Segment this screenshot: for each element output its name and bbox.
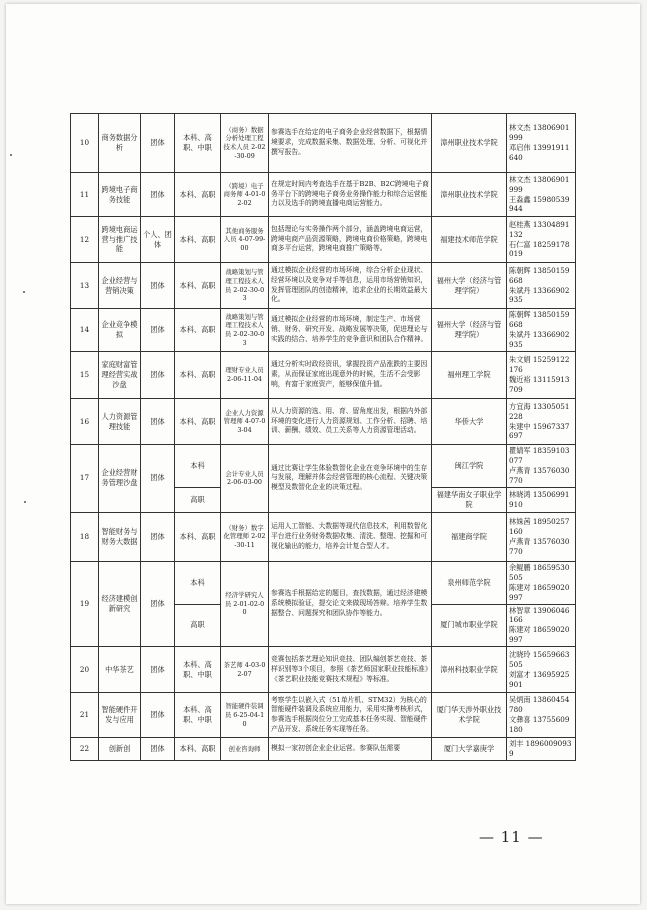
competition-level: 本科、高职、中职 — [175, 693, 221, 738]
row-number: 14 — [71, 309, 99, 352]
table-row — [71, 114, 576, 173]
host-unit: 福州理工学院 — [432, 352, 507, 399]
table-row — [71, 512, 576, 561]
contact-cell — [507, 693, 576, 738]
competition-content: 运用人工智能、大数据等现代信息技术，利用数智化平台进行业务财务数据收集、清洗、整理、挖掘和可视化输出的能力，培养会计复合型人才。 — [269, 512, 432, 561]
occupation-code: 企业人力资源管理师 4-07-03-04 — [221, 399, 269, 445]
contact-person: 卢燕青 13576030770 — [509, 536, 570, 556]
competition-content: 模拟一家初创企业企业运营。参赛队伍需要 — [269, 738, 432, 761]
competition-table — [70, 113, 576, 761]
table-row — [71, 693, 576, 738]
competition-content: 通过模拟企业经营的市场环境，制定生产、市场营销、财务、研究开发、战略发展等决策，促进理论与实践的结合、培养学生的竞争意识和团队合作精神。 — [269, 309, 432, 352]
competition-content: 通过模拟企业经营的市场环境，综合分析企业现状、经营环境以及竞争对手等信息，运用市场营销知识，发挥管理团队的创造精神，追求企业的长期效益最大化。 — [269, 263, 432, 309]
competition-content: 参赛选手在给定的电子商务企业经营数据下，根据情境要求，完成数据采集、数据处理、分析、可视化并撰写报告。 — [269, 114, 432, 173]
competition-content: 包括理论与实务操作两个部分，涵盖跨境电商运营，跨境电商产品资源策略，跨境电商价格策略，跨境电商多平台运营，跨境电商推广策略等。 — [269, 217, 432, 263]
competition-form: 团体 — [141, 738, 175, 761]
host-unit: 福建技术师范学院 — [432, 217, 507, 263]
host-unit: 华侨大学 — [432, 399, 507, 445]
table-row — [71, 561, 576, 604]
contact-person: 陈朝辉 13850159668 — [509, 265, 570, 285]
competition-name: 人力资源管理技能 — [99, 399, 141, 445]
table-row — [71, 445, 576, 488]
contact-person: 林文杰 13806901999 — [509, 174, 570, 194]
contact-person: 陈建对 18659020997 — [509, 625, 570, 645]
contact-cell — [507, 604, 576, 647]
competition-form: 团体 — [141, 309, 175, 352]
contact-person: 林晓鸿 13506991910 — [509, 489, 570, 509]
competition-level: 本科、高职、中职 — [175, 647, 221, 693]
competition-level: 高职 — [175, 487, 221, 512]
competition-level: 本科、高职 — [175, 512, 221, 561]
competition-level: 本科、高职 — [175, 738, 221, 761]
host-unit: 漳州职业技术学院 — [432, 114, 507, 173]
host-unit: 福建华南女子职业学院 — [432, 487, 507, 512]
competition-level: 本科 — [175, 561, 221, 604]
host-unit: 厦门华天涉外职业技术学院 — [432, 693, 507, 738]
competition-level: 本科 — [175, 445, 221, 488]
contact-cell — [507, 114, 576, 173]
contact-person: 刘丰 18960090939 — [509, 739, 572, 759]
competition-name: 智能财务与财务大数据 — [99, 512, 141, 561]
competition-content: 从人力资源的选、用、育、留角度出发，根据内外部环境的变化进行人力资源规划、工作分析、招聘、培训、薪酬、绩效、员工关系等人力资源管理活动。 — [269, 399, 432, 445]
competition-name: 中华茶艺 — [99, 647, 141, 693]
scan-speck — [23, 291, 25, 293]
row-number: 12 — [71, 217, 99, 263]
competition-name: 智能硬件开发与应用 — [99, 693, 141, 738]
competition-form: 团体 — [141, 263, 175, 309]
occupation-code: 理财专业人员 2-06-11-04 — [221, 352, 269, 399]
competition-name: 跨境电商运营与推广技能 — [99, 217, 141, 263]
competition-form: 团体 — [141, 352, 175, 399]
page-number: — 11 — — [479, 828, 544, 846]
table-row — [71, 309, 576, 352]
competition-level: 本科、高职 — [175, 399, 221, 445]
row-number: 20 — [71, 647, 99, 693]
competition-content: 参赛选手根据给定的题目，查找数据，通过经济建模系统模拟验证，提交论文来做现场答辩。培养学生数据整合、问题探究和团队协作等能力。 — [269, 561, 432, 647]
competition-content: 在规定时间内考查选手在基于B2B、B2C跨境电子商务平台下的跨境电子商务业务操作能力和综合运营能力以及选手的跨境直播电商运营能力。 — [269, 173, 432, 217]
competition-content: 考察学生以嵌入式（51单片机、STM32）为核心的智能硬件装调及系统应用能力，采用实操考核形式，参赛选手根据岗位分工完成基本任务实现、智能硬件产品开发、系统任务实现等任务。 — [269, 693, 432, 738]
occupation-code: 经济学研究人员 2-01-02-00 — [221, 561, 269, 647]
contact-person: 刘富才 13695925901 — [509, 669, 570, 689]
occupation-code: （跨境）电子商务师 4-01-02-02 — [221, 173, 269, 217]
row-number: 13 — [71, 263, 99, 309]
competition-form: 团体 — [141, 445, 175, 513]
host-unit: 漳州科技职业学院 — [432, 647, 507, 693]
row-number: 21 — [71, 693, 99, 738]
contact-cell — [507, 352, 576, 399]
contact-cell — [507, 487, 576, 512]
competition-content: 通过比赛让学生体验数智化企业在竞争环境中的生存与发展，理解并体会经营管理的核心流程、关键决策模型及数智化企业的决策过程。 — [269, 445, 432, 513]
competition-form: 团体 — [141, 114, 175, 173]
competition-form: 团体 — [141, 512, 175, 561]
contact-cell — [507, 512, 576, 561]
occupation-code: （财务）数字化管理师 2-02-30-11 — [221, 512, 269, 561]
host-unit: 福州大学（经济与管理学院） — [432, 263, 507, 309]
competition-name: 企业竞争模拟 — [99, 309, 141, 352]
competition-name: 商务数据分析 — [99, 114, 141, 173]
table-row — [71, 738, 576, 761]
table-row — [71, 263, 576, 309]
competition-name: 创新创 — [99, 738, 141, 761]
host-unit: 漳州职业技术学院 — [432, 173, 507, 217]
contact-cell — [507, 309, 576, 352]
occupation-code: 创业咨询师 — [221, 738, 269, 761]
contact-person: 朱建中 15967337697 — [509, 421, 570, 441]
occupation-code: 战略策划与管理工程技术人员 2-02-30-03 — [221, 263, 269, 309]
contact-person: 邓启伟 13991911640 — [509, 143, 570, 162]
competition-content: 通过分析实时政经资讯，掌握投资产品涨跌的主要因素，从而保证家庭出现意外的时候，生活不会受影响，有富于家庭资产，能够保值升值。 — [269, 352, 432, 399]
occupation-code: 会计专业人员 2-06-03-00 — [221, 445, 269, 513]
contact-cell — [507, 561, 576, 604]
contact-person: 王淼鑫 15980539944 — [509, 194, 570, 214]
competition-level: 本科、高职 — [175, 263, 221, 309]
competition-level: 本科、高职 — [175, 352, 221, 399]
contact-person: 余鲲鹏 18659530505 — [509, 562, 570, 582]
occupation-code: 战略策划与管理工程技术人员 2-02-30-03 — [221, 309, 269, 352]
contact-person: 吴炳南 13860454780 — [509, 695, 570, 715]
host-unit: 福建商学院 — [432, 512, 507, 561]
occupation-code: 其他商务服务人员 4-07-99-00 — [221, 217, 269, 263]
row-number: 17 — [71, 445, 99, 513]
contact-person: 石仁富 18259178019 — [509, 239, 570, 259]
host-unit: 福州大学（经济与管理学院） — [432, 309, 507, 352]
competition-form: 团体 — [141, 647, 175, 693]
contact-person: 方宜海 13305051228 — [509, 401, 570, 421]
competition-name: 企业经营财务管理沙盘 — [99, 445, 141, 513]
contact-cell — [507, 263, 576, 309]
contact-person: 朱文娟 15259122176 — [509, 355, 570, 375]
contact-person: 赵桂燕 13304891132 — [509, 219, 570, 239]
host-unit: 闽江学院 — [432, 445, 507, 488]
competition-content: 竞赛包括茶艺理论知识竞技、团队编创茶艺竞技、茶样识别等3个项目，参照《茶艺师国家职业技能标准》《茶艺职业技能竞赛技术规程》等标准。 — [269, 647, 432, 693]
competition-form: 团体 — [141, 561, 175, 647]
table-row — [71, 217, 576, 263]
row-number: 10 — [71, 114, 99, 173]
contact-person: 文彝喜 13755609180 — [509, 715, 570, 735]
competition-level: 本科、高职 — [175, 309, 221, 352]
occupation-code: 茶艺师 4-03-02-07 — [221, 647, 269, 693]
contact-person: 林智章 13906046166 — [509, 605, 570, 625]
competition-form: 团体 — [141, 173, 175, 217]
contact-cell — [507, 738, 576, 761]
contact-cell — [507, 445, 576, 488]
competition-name: 跨境电子商务技能 — [99, 173, 141, 217]
scan-speck — [24, 501, 26, 503]
host-unit: 厦门大学嘉庚学 — [432, 738, 507, 761]
host-unit: 厦门城市职业学院 — [432, 604, 507, 647]
contact-person: 朱斌丹 13366902935 — [509, 330, 570, 349]
contact-person: 陈建对 18659020997 — [509, 582, 570, 602]
contact-person: 陈朝辉 13850159668 — [509, 310, 570, 330]
occupation-code: （商务）数据分析处理工程技术人员 2-02-30-09 — [221, 114, 269, 173]
table-row — [71, 173, 576, 217]
scan-speck — [10, 154, 12, 156]
row-number: 15 — [71, 352, 99, 399]
competition-form: 个人、团体 — [141, 217, 175, 263]
table-row — [71, 352, 576, 399]
competition-level: 高职 — [175, 604, 221, 647]
competition-name: 经济建模创新研究 — [99, 561, 141, 647]
row-number: 18 — [71, 512, 99, 561]
contact-person: 朱斌丹 13366902935 — [509, 285, 570, 305]
contact-cell — [507, 647, 576, 693]
competition-form: 团体 — [141, 399, 175, 445]
contact-person: 瞿婧军 18359103077 — [509, 446, 570, 465]
competition-form: 团体 — [141, 693, 175, 738]
row-number: 22 — [71, 738, 99, 761]
row-number: 11 — [71, 173, 99, 217]
competition-level: 本科、高职、中职 — [175, 114, 221, 173]
contact-person: 沈晓玲 15659663505 — [509, 649, 570, 669]
contact-person: 魏近裕 13115913709 — [509, 375, 570, 394]
row-number: 16 — [71, 399, 99, 445]
competition-level: 本科、高职 — [175, 173, 221, 217]
table-row — [71, 399, 576, 445]
contact-person: 林文杰 13806901999 — [509, 123, 570, 143]
contact-cell — [507, 217, 576, 263]
contact-person: 林姝茜 18950257160 — [509, 516, 570, 536]
occupation-code: 智能硬件装调员 6-25-04-10 — [221, 693, 269, 738]
contact-cell — [507, 173, 576, 217]
competition-name: 企业经营与营销决策 — [99, 263, 141, 309]
table-row — [71, 647, 576, 693]
row-number: 19 — [71, 561, 99, 647]
contact-person: 卢燕青 13576030770 — [509, 465, 570, 485]
host-unit: 泉州师范学院 — [432, 561, 507, 604]
competition-level: 本科、高职 — [175, 217, 221, 263]
contact-cell — [507, 399, 576, 445]
competition-name: 家庭财富管理经营实战沙盘 — [99, 352, 141, 399]
